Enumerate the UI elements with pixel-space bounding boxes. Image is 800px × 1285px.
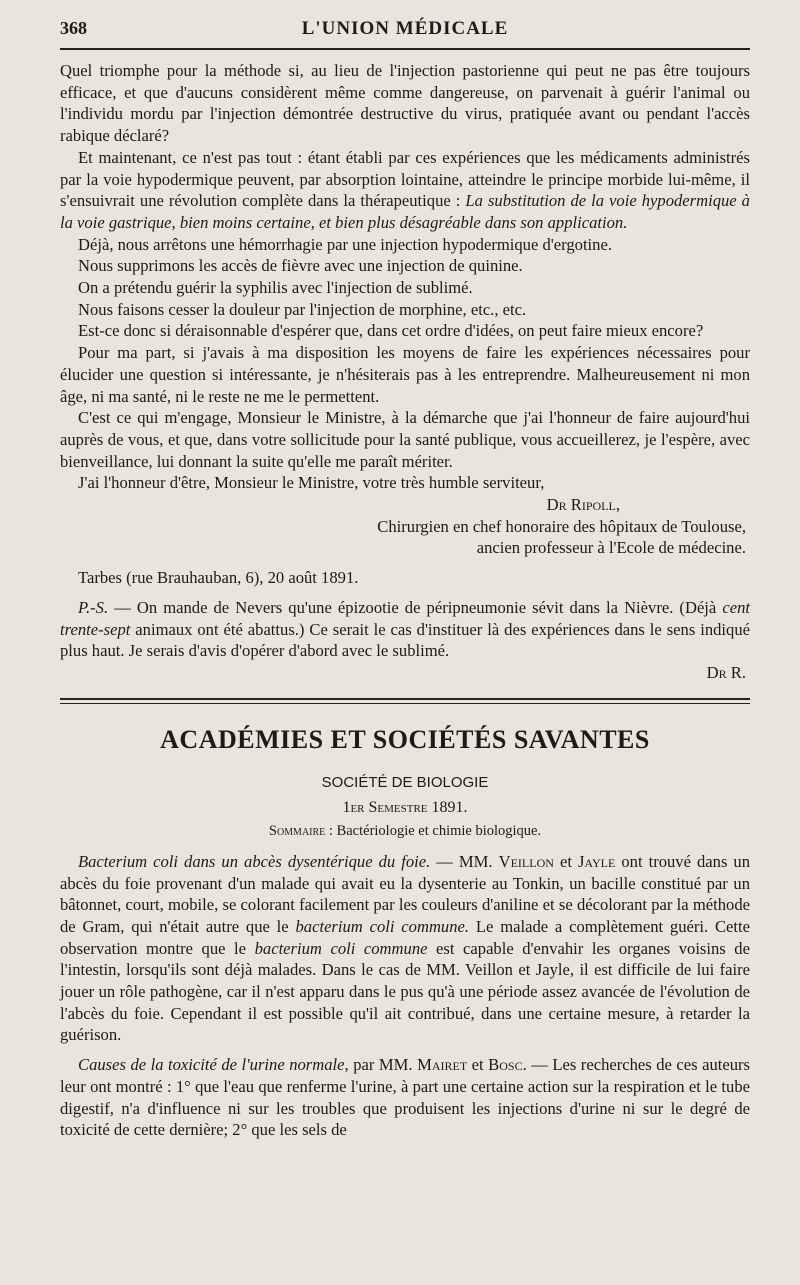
article-paragraph: Bacterium coli dans un abcès dysentérique du foie. — MM. Veillon et Jayle ont trouvé dans un abcès du foie provenant d'un malade qui avait eu la dysenterie au Tonkin, un bacille constitué par un bâtonnet, court, mobile, se colorant facilement par les couleurs d'aniline et se décolorant par la méthode de Gram, qui n'était autre que le bacterium coli commune. Le malade a complètement guéri. Cette observation montre que le bacterium coli commune est capable d'envahir les organes voisins de l'intestin, lorsqu'ils sont déjà malades. Dans le cas de MM. Veillon et Jayle, il est difficile de lui faire jouer un rôle pathogène, car il n'est apparu dans le pus qu'à une période assez avancée de l'évolution de l'abcès du foie. Cependant il est possible qu'il ait contribué, dans une certaine mesure, à retarder la guérison. <box>60 851 751 1045</box>
signature-title: ancien professeur à l'Ecole de médecine. <box>476 538 746 558</box>
letter-paragraph: Nous faisons cesser la douleur par l'injection de morphine, etc., etc. <box>78 299 527 319</box>
running-title: L'UNION MÉDICALE <box>301 18 509 39</box>
summary-label: Sommaire : <box>268 823 333 840</box>
letter-paragraph: Pour ma part, si j'avais à ma disposition les moyens de faire les expériences nécessaires pour élucider une question si intéressante, je n'hésiterais pas à les entreprendre. Malheureusement ni mon âge, ni ma santé, ni le reste ne me le permettent. <box>60 343 750 406</box>
postscript-text: animaux ont été abattus.) Ce serait le cas d'instituer là des expériences dans le sens indiqué plus haut. Je serais d'avis d'opérer d'abord avec le sublimé. <box>60 619 750 661</box>
author-name: Mairet <box>417 1055 468 1075</box>
page-number: 368 <box>60 18 87 38</box>
signature-name: Dr Ripoll, <box>546 495 620 515</box>
spacer <box>60 843 750 851</box>
letter-paragraph: C'est ce qui m'engage, Monsieur le Ministre, à la démarche que j'ai l'honneur de faire aujourd'hui auprès de vous, et que, dans votre sollicitude pour la santé publique, vous accueillerez, je l'espère, avec bienveillance, lui donnant la suite qu'elle me paraît mériter. <box>60 408 750 471</box>
spacer <box>60 559 750 567</box>
postscript-text: — On mande de Nevers qu'une épizootie de péripneumonie sévit dans la Nièvre. (Déjà <box>114 597 717 617</box>
page-header <box>60 18 750 44</box>
article-title: Causes de la toxicité de l'urine normale, <box>78 1055 349 1075</box>
letter-paragraph: On a prétendu guérir la syphilis avec l'injection de sublimé. <box>78 278 473 298</box>
letter-paragraph: Déjà, nous arrêtons une hémorrhagie par une injection hypodermique d'ergotine. <box>78 234 612 254</box>
place-date: Tarbes (rue Brauhauban, 6), 20 août 1891. <box>78 568 359 588</box>
section-divider <box>60 698 750 704</box>
postscript-emphasis: cent trente-sept <box>60 597 750 639</box>
semester-label: 1er Semestre 1891. <box>342 799 468 817</box>
article-title: Bacterium coli dans un abcès dysentérique du foie. <box>78 851 431 871</box>
author-name: Jayle <box>577 851 616 871</box>
postscript-label: P.-S. <box>78 597 109 617</box>
society-name: SOCIÉTÉ DE BIOLOGIE <box>321 773 489 791</box>
header-rule <box>60 48 750 50</box>
letter-emphasis: La substitution de la voie hypodermique à la voie gastrique, bien moins certaine, et bien plus désagréable dans son application. <box>60 191 750 232</box>
author-name: Veillon <box>498 851 554 871</box>
author-name: Bosc. <box>488 1055 527 1075</box>
letter-paragraph <box>60 147 750 234</box>
signature-title: Chirurgien en chef honoraire des hôpitaux de Toulouse, <box>377 516 746 536</box>
letter-closing: J'ai l'honneur d'être, Monsieur le Ministre, votre très humble serviteur, <box>78 473 545 493</box>
letter-paragraph: Nous supprimons les accès de fièvre avec une injection de quinine. <box>78 256 523 276</box>
spacer <box>60 589 750 597</box>
letter-paragraph: Est-ce donc si déraisonnable d'espérer que, dans cet ordre d'idées, on peut faire mieux encore? <box>78 321 704 341</box>
postscript <box>60 597 750 662</box>
session-summary <box>60 821 750 843</box>
article-paragraph: Causes de la toxicité de l'urine normale, par MM. Mairet et Bosc. — Les recherches de ces auteurs leur ont montré : 1° que l'eau que renferme l'urine, à part une certaine action sur la respiration et le tube digestif, n'a d'influence ni sur les troubles que produisent les injections d'urine ni sur le degré de toxicité de cette dernière; 2° que les sels de <box>60 1055 751 1140</box>
letter-text: Et maintenant, ce n'est pas tout : étant établi par ces expériences que les médicaments administrés par la voie hypodermique peuvent, par absorption lointaine, atteindre le principe morbide lui-même, il s'ensuivrait une révolution complète dans la thérapeutique : <box>60 147 750 211</box>
page-body <box>60 60 750 1141</box>
summary-text: Bactériologie et chimie biologique. <box>336 823 542 840</box>
postscript-signature: Dr R. <box>706 662 746 682</box>
letter-paragraph: Quel triomphe pour la méthode si, au lieu de l'injection pastorienne qui peut ne pas être toujours efficace, et que d'aucuns considèrent même comme dangereuse, on parvenait à guérir l'animal ou l'individu mordu par l'injection démontrée destructive du virus, pratiquée avant ou pendant l'accès rabique déclaré? <box>60 61 750 146</box>
spacer <box>60 1046 750 1054</box>
section-title: ACADÉMIES ET SOCIÉTÉS SAVANTES <box>160 724 650 754</box>
